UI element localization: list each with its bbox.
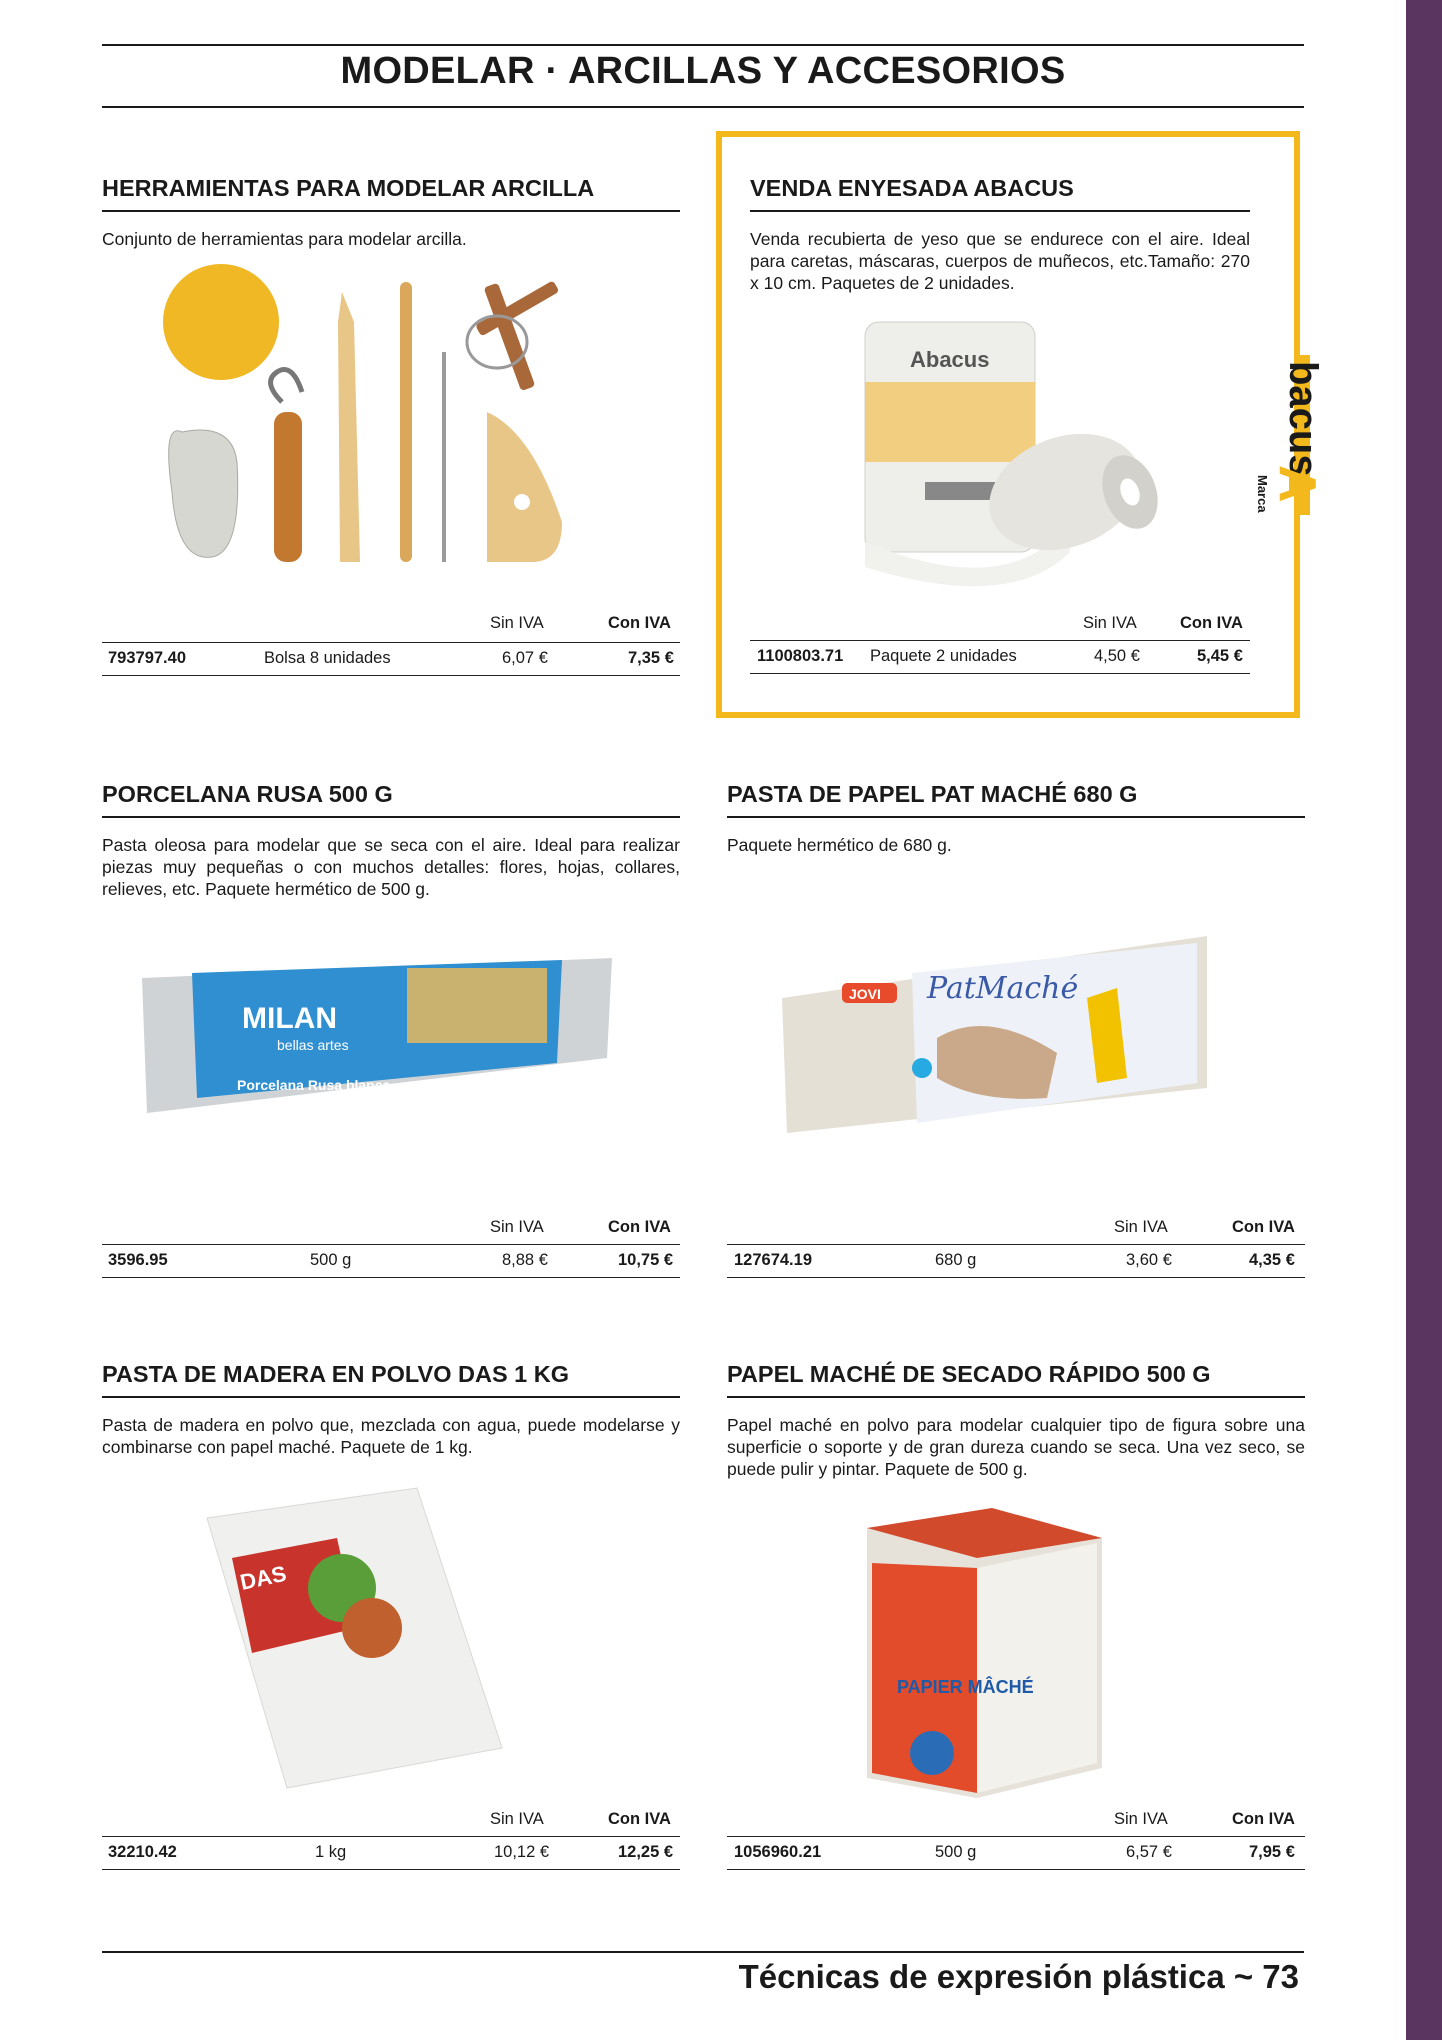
product-code: 127674.19 xyxy=(734,1251,812,1269)
price-con-iva: 7,95 € xyxy=(1249,1843,1295,1861)
price-row xyxy=(727,1836,1305,1870)
price-con-iva: 10,75 € xyxy=(618,1251,674,1269)
product-description: Paquete hermético de 680 g. xyxy=(727,835,952,855)
row-description: Bolsa 8 unidades xyxy=(264,649,391,667)
product-title: VENDA ENYESADA ABACUS xyxy=(750,175,1074,201)
abacus-brand-mark xyxy=(1250,355,1326,515)
price-row xyxy=(750,640,1250,674)
package-brand: DAS xyxy=(237,1560,289,1595)
product-image-papier-mache xyxy=(727,1508,1305,1808)
product-image-porcelana xyxy=(102,938,680,1138)
product-description: Pasta de madera en polvo que, mezclada con agua, puede modelarse y combinarse con papel maché. Paquete de 1 kg. xyxy=(102,1415,680,1457)
product-title-rule xyxy=(102,210,680,212)
row-description: 680 g xyxy=(935,1251,977,1269)
row-description: Paquete 2 unidades xyxy=(870,647,1017,665)
package-line: bellas artes xyxy=(277,1037,349,1053)
product-title-rule xyxy=(102,1396,680,1398)
product-venda-enyesada xyxy=(750,172,1250,692)
price-row xyxy=(102,642,680,676)
package-label: Porcelana Rusa blanca xyxy=(237,1077,391,1093)
product-code: 1100803.71 xyxy=(757,647,844,665)
sin-iva-header: Sin IVA xyxy=(490,1218,544,1236)
side-band xyxy=(1406,0,1442,2040)
product-code: 793797.40 xyxy=(108,649,186,667)
page-title: MODELAR · ARCILLAS Y ACCESORIOS xyxy=(340,50,1066,92)
price-con-iva: 5,45 € xyxy=(1197,647,1243,665)
price-header xyxy=(102,1810,680,1834)
con-iva-header: Con IVA xyxy=(1232,1810,1295,1828)
package-label: PatMaché xyxy=(927,971,1079,1006)
brand-prefix: Marca xyxy=(1255,475,1270,513)
product-title: PORCELANA RUSA 500 G xyxy=(102,781,393,807)
row-description: 1 kg xyxy=(315,1843,347,1861)
sin-iva-header: Sin IVA xyxy=(1114,1810,1168,1828)
brand-tab-abacus xyxy=(1250,355,1326,515)
brand-initial: A xyxy=(1268,465,1326,503)
product-code: 1056960.21 xyxy=(734,1843,822,1861)
row-description: 500 g xyxy=(935,1843,977,1861)
brand-name: bacus xyxy=(1281,361,1325,477)
con-iva-header: Con IVA xyxy=(1232,1218,1295,1236)
product-title: PASTA DE MADERA EN POLVO DAS 1 KG xyxy=(102,1361,569,1387)
price-header xyxy=(727,1810,1305,1834)
con-iva-header: Con IVA xyxy=(608,614,671,632)
price-con-iva: 12,25 € xyxy=(618,1843,674,1861)
price-sin-iva: 8,88 € xyxy=(502,1251,548,1269)
price-header xyxy=(727,1218,1305,1242)
con-iva-header: Con IVA xyxy=(608,1218,671,1236)
product-image-venda xyxy=(750,312,1250,587)
price-row xyxy=(102,1244,680,1278)
product-herramientas xyxy=(102,172,680,692)
price-sin-iva: 10,12 € xyxy=(494,1843,550,1861)
price-sin-iva: 6,57 € xyxy=(1126,1843,1172,1861)
product-description: Papel maché en polvo para modelar cualquier tipo de figura sobre una superficie o soporte y de gran dureza cuando se seca. Una vez seco, se puede pulir y pintar. Paquete de 500 g. xyxy=(727,1415,1305,1479)
product-porcelana-rusa xyxy=(102,778,680,1298)
product-pasta-madera xyxy=(102,1358,680,1878)
price-sin-iva: 6,07 € xyxy=(502,649,548,667)
sin-iva-header: Sin IVA xyxy=(1114,1218,1168,1236)
package-brand: Abacus xyxy=(910,347,990,372)
product-description: Pasta oleosa para modelar que se seca con el aire. Ideal para realizar piezas muy pequeñas o con muchos detalles: flores, hojas, collares, relieves, etc. Paquete hermético de 500 g. xyxy=(102,835,680,899)
product-image-pat-mache xyxy=(727,928,1305,1158)
price-row xyxy=(102,1836,680,1870)
page-footer: Técnicas de expresión plástica ~ 73 xyxy=(738,1958,1299,1995)
product-title-rule xyxy=(102,816,680,818)
price-header xyxy=(102,1218,680,1242)
con-iva-header: Con IVA xyxy=(1180,614,1243,632)
price-con-iva: 4,35 € xyxy=(1249,1251,1295,1269)
product-title-rule xyxy=(727,1396,1305,1398)
sin-iva-header: Sin IVA xyxy=(1083,614,1137,632)
row-description: 500 g xyxy=(310,1251,352,1269)
price-row xyxy=(727,1244,1305,1278)
product-image-das xyxy=(102,1488,680,1798)
product-title-rule xyxy=(750,210,1250,212)
product-title-rule xyxy=(727,816,1305,818)
header-top-rule xyxy=(102,44,1304,46)
product-code: 3596.95 xyxy=(108,1251,168,1269)
sin-iva-header: Sin IVA xyxy=(490,614,544,632)
product-papel-mache xyxy=(727,1358,1305,1878)
package-brand: JOVI xyxy=(849,986,881,1002)
footer-rule xyxy=(102,1951,1304,1953)
product-title: PASTA DE PAPEL PAT MACHÉ 680 G xyxy=(727,781,1138,807)
product-pat-mache xyxy=(727,778,1305,1298)
product-description: Venda recubierta de yeso que se endurece con el aire. Ideal para caretas, máscaras, cuerpos de muñecos, etc.Tamaño: 270 x 10 cm. Paquetes de 2 unidades. xyxy=(750,229,1250,293)
product-title: PAPEL MACHÉ DE SECADO RÁPIDO 500 G xyxy=(727,1361,1211,1387)
price-sin-iva: 4,50 € xyxy=(1094,647,1140,665)
product-image-tools xyxy=(102,262,680,572)
sin-iva-header: Sin IVA xyxy=(490,1810,544,1828)
product-title: HERRAMIENTAS PARA MODELAR ARCILLA xyxy=(102,175,595,201)
price-header xyxy=(750,614,1250,638)
package-brand: MILAN xyxy=(242,1002,337,1035)
package-label: PAPIER MÂCHÉ xyxy=(897,1677,1034,1697)
con-iva-header: Con IVA xyxy=(608,1810,671,1828)
header-bottom-rule xyxy=(102,106,1304,108)
product-code: 32210.42 xyxy=(108,1843,177,1861)
price-con-iva: 7,35 € xyxy=(628,649,674,667)
price-header xyxy=(102,614,680,638)
product-description: Conjunto de herramientas para modelar arcilla. xyxy=(102,229,467,249)
price-sin-iva: 3,60 € xyxy=(1126,1251,1172,1269)
